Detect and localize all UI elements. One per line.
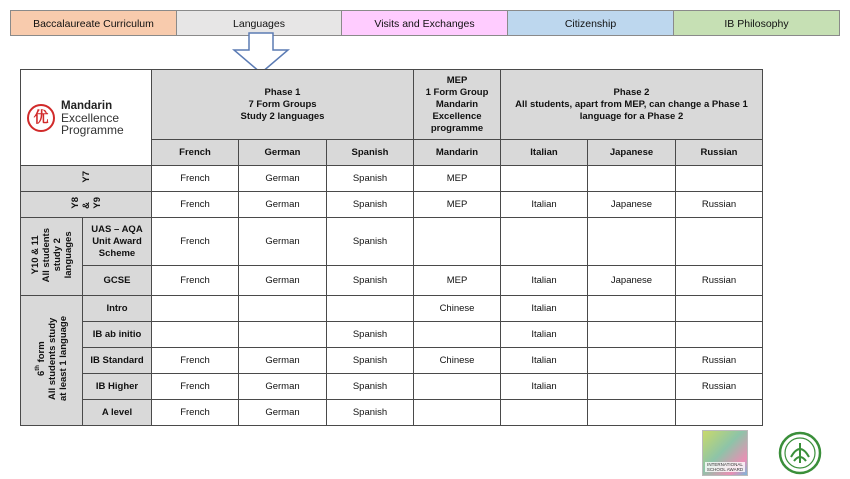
tab-visits-and-exchanges[interactable]: Visits and Exchanges — [341, 10, 508, 36]
tab-citizenship[interactable]: Citizenship — [507, 10, 674, 36]
row-label-intro: Intro — [83, 296, 152, 322]
table-cell: Russian — [676, 374, 763, 400]
table-row-uas — [21, 218, 763, 266]
column-header-japanese: Japanese — [588, 140, 676, 166]
table-cell — [152, 296, 239, 322]
logo-line-2: Excellence — [61, 110, 120, 125]
table-cell — [414, 374, 501, 400]
table-cell: French — [152, 374, 239, 400]
table-cell — [588, 296, 676, 322]
table-cell: Italian — [501, 266, 588, 296]
award-label: INTERNATIONAL SCHOOL AWARD — [706, 462, 744, 472]
row-label-a-level: A level — [83, 400, 152, 426]
table-cell: Spanish — [327, 400, 414, 426]
table-cell — [676, 322, 763, 348]
table-cell: Russian — [676, 266, 763, 296]
down-arrow-icon — [232, 32, 290, 74]
table-cell: Chinese — [414, 296, 501, 322]
table-cell — [501, 400, 588, 426]
table-cell: Spanish — [327, 192, 414, 218]
table-cell: Italian — [501, 348, 588, 374]
table-cell: German — [239, 348, 327, 374]
table-cell: German — [239, 166, 327, 192]
table-cell — [588, 400, 676, 426]
table-cell: MEP — [414, 192, 501, 218]
table-cell: German — [239, 218, 327, 266]
tab-baccalaureate-curriculum[interactable]: Baccalaureate Curriculum — [10, 10, 177, 36]
table-cell — [152, 322, 239, 348]
table-cell: French — [152, 400, 239, 426]
table-cell — [501, 166, 588, 192]
table-cell — [239, 322, 327, 348]
table-cell — [414, 400, 501, 426]
table-cell: Italian — [501, 192, 588, 218]
row-label-ib-ab-initio: IB ab initio — [83, 322, 152, 348]
table-cell — [327, 296, 414, 322]
table-cell: MEP — [414, 166, 501, 192]
table-row-ib-standard — [21, 348, 763, 374]
table-cell: French — [152, 266, 239, 296]
column-header-german: German — [239, 140, 327, 166]
table-cell: Spanish — [327, 348, 414, 374]
international-school-award-badge — [702, 430, 748, 476]
table-cell: Spanish — [327, 218, 414, 266]
table-row-y8-y9 — [21, 192, 763, 218]
table-cell: Russian — [676, 192, 763, 218]
table-cell — [588, 348, 676, 374]
table-row-a-level — [21, 400, 763, 426]
column-header-russian: Russian — [676, 140, 763, 166]
table-cell: French — [152, 166, 239, 192]
table-cell: Japanese — [588, 266, 676, 296]
table-cell: French — [152, 192, 239, 218]
table-cell: French — [152, 348, 239, 374]
group-label-y10-11: Y10 & 11 All students study 2 languages — [21, 218, 83, 296]
table-cell: Spanish — [327, 322, 414, 348]
table-row-gcse — [21, 266, 763, 296]
table-cell: Spanish — [327, 374, 414, 400]
tab-languages[interactable]: Languages — [176, 10, 342, 36]
table-cell — [588, 374, 676, 400]
phase1-header: Phase 1 7 Form Groups Study 2 languages — [152, 70, 414, 140]
row-label-y8-y9: Y8&Y9 — [21, 192, 152, 218]
table-cell: MEP — [414, 266, 501, 296]
table-cell: German — [239, 266, 327, 296]
row-label-ib-higher: IB Higher — [83, 374, 152, 400]
mep-logo — [21, 70, 152, 166]
row-label-ib-standard: IB Standard — [83, 348, 152, 374]
group-label-sixth-form: 6th form All students study at least 1 language — [21, 296, 83, 426]
table-cell: Italian — [501, 374, 588, 400]
table-cell — [414, 218, 501, 266]
top-nav — [10, 10, 839, 36]
column-header-french: French — [152, 140, 239, 166]
table-cell — [676, 400, 763, 426]
table-cell — [239, 296, 327, 322]
logo-line-1: Mandarin — [61, 99, 113, 112]
row-label-y7: Y7 — [21, 166, 152, 192]
row-label-gcse: GCSE — [83, 266, 152, 296]
mep-header: MEP 1 Form Group Mandarin Excellence programme — [414, 70, 501, 140]
table-cell: Japanese — [588, 192, 676, 218]
tab-ib-philosophy[interactable]: IB Philosophy — [673, 10, 840, 36]
logo-line-3: Programme — [61, 122, 124, 137]
table-row-y7 — [21, 166, 763, 192]
table-cell: German — [239, 374, 327, 400]
school-seal-icon — [778, 431, 822, 475]
table-cell — [501, 218, 588, 266]
table-cell: Chinese — [414, 348, 501, 374]
column-header-italian: Italian — [501, 140, 588, 166]
table-cell — [588, 218, 676, 266]
table-cell: Russian — [676, 348, 763, 374]
table-cell: Spanish — [327, 266, 414, 296]
table-cell — [676, 218, 763, 266]
column-header-mandarin: Mandarin — [414, 140, 501, 166]
languages-table — [20, 69, 763, 426]
table-cell: Italian — [501, 296, 588, 322]
table-row-intro — [21, 296, 763, 322]
table-cell — [414, 322, 501, 348]
table-row-ib-higher — [21, 374, 763, 400]
table-cell: Spanish — [327, 166, 414, 192]
table-cell: French — [152, 218, 239, 266]
table-cell — [588, 166, 676, 192]
table-cell — [676, 166, 763, 192]
table-cell: German — [239, 400, 327, 426]
table-cell — [676, 296, 763, 322]
table-cell — [588, 322, 676, 348]
column-header-spanish: Spanish — [327, 140, 414, 166]
table-cell: Italian — [501, 322, 588, 348]
mandarin-logo-icon: 优 — [27, 104, 55, 132]
phase2-header: Phase 2 All students, apart from MEP, can change a Phase 1 language for a Phase 2 — [501, 70, 763, 140]
table-row-ib-ab-initio — [21, 322, 763, 348]
row-label-uas: UAS – AQA Unit Award Scheme — [83, 218, 152, 266]
table-cell: German — [239, 192, 327, 218]
